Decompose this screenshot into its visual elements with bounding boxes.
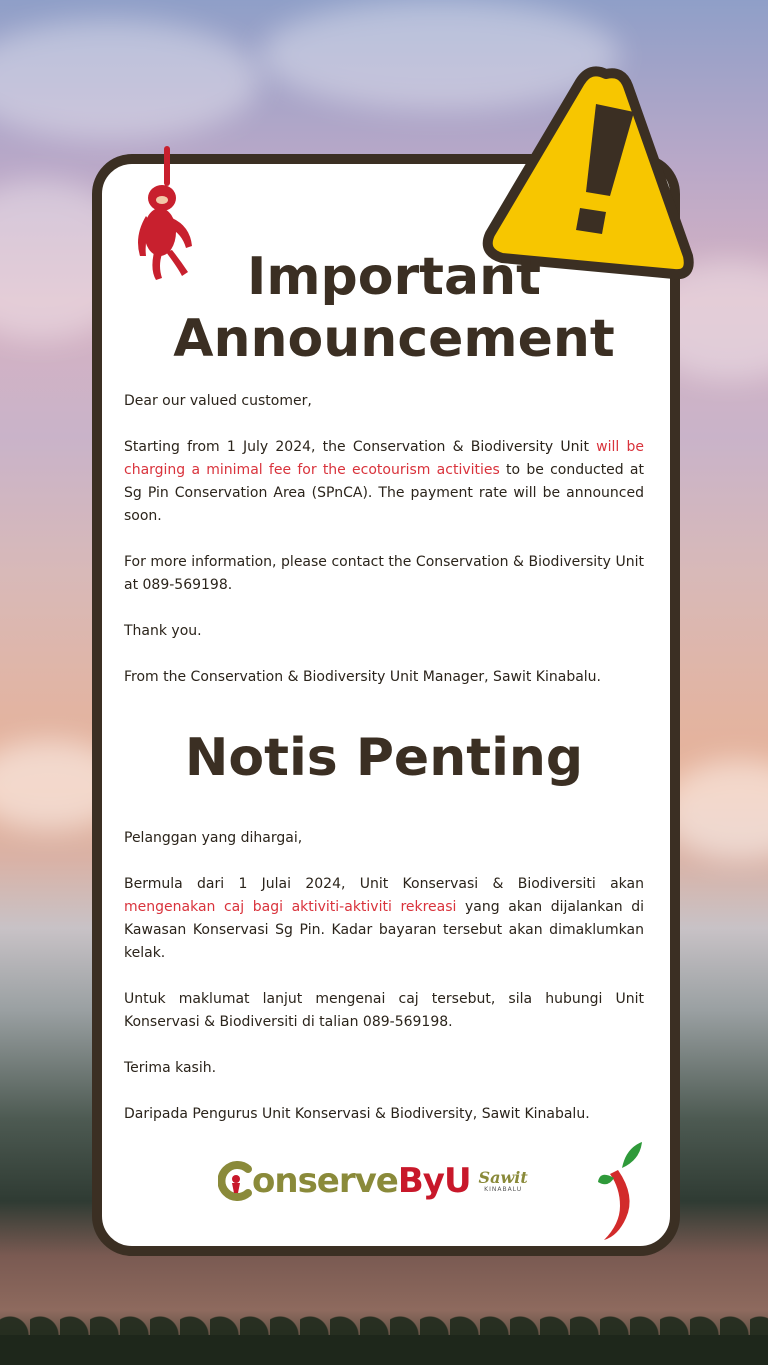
sawit-logo-text: Sawit [478,1167,528,1187]
english-sign-off: From the Conservation & Biodiversity Unit Manager, Sawit Kinabalu. [124,669,601,685]
conserve-c-icon [218,1161,254,1201]
title-english [0,246,768,370]
malay-body [124,827,644,1126]
english-para1-text-b: to be conducted at Sg Pin Conservation Area (SPnCA). The payment rate will be announced soon. [124,462,644,524]
english-para1-highlight: will be charging a minimal fee for the ecotourism activities [124,439,644,478]
english-paragraph-1 [124,436,644,528]
leaf-logo-icon [596,1140,644,1244]
kinabalu-logo-text: KINABALU [484,1185,523,1193]
malay-greeting: Pelanggan yang dihargai, [124,830,303,846]
english-paragraph-2: For more information, please contact the Conservation & Biodiversity Unit at 089-569198. [124,554,644,593]
malay-para1-text-a: Bermula dari 1 Julai 2024, Unit Konservasi & Biodiversiti akan [124,876,644,892]
malay-sign-off: Daripada Pengurus Unit Konservasi & Biodiversity, Sawit Kinabalu. [124,1106,590,1122]
english-thanks: Thank you. [124,623,202,639]
malay-paragraph-2: Untuk maklumat lanjut mengenai caj tersebut, sila hubungi Unit Konservasi & Biodiversiti di talian 089-569198. [124,991,644,1030]
sawit-kinabalu-logo [478,1167,528,1193]
english-para1-text-a: Starting from 1 July 2024, the Conservation & Biodiversity Unit [124,439,597,455]
logo-byu-text: ByU [397,1161,471,1201]
malay-thanks: Terima kasih. [124,1060,217,1076]
malay-para1-text-b: yang akan dijalankan di Kawasan Konservasi Sg Pin. Kadar bayaran tersebut akan dimaklumkan kelak. [124,899,644,961]
english-body [124,390,644,689]
title-english-line2: Announcement [173,309,615,369]
conservebyu-logo [218,1158,528,1204]
english-greeting: Dear our valued customer, [124,393,312,409]
malay-paragraph-1 [124,873,644,965]
title-malay: Notis Penting [184,728,584,788]
title-english-line1: Important [247,247,541,307]
malay-para1-highlight: mengenakan caj bagi aktiviti-aktiviti rekreasi [124,899,457,915]
logo-conserve-text: onserve [252,1161,398,1201]
